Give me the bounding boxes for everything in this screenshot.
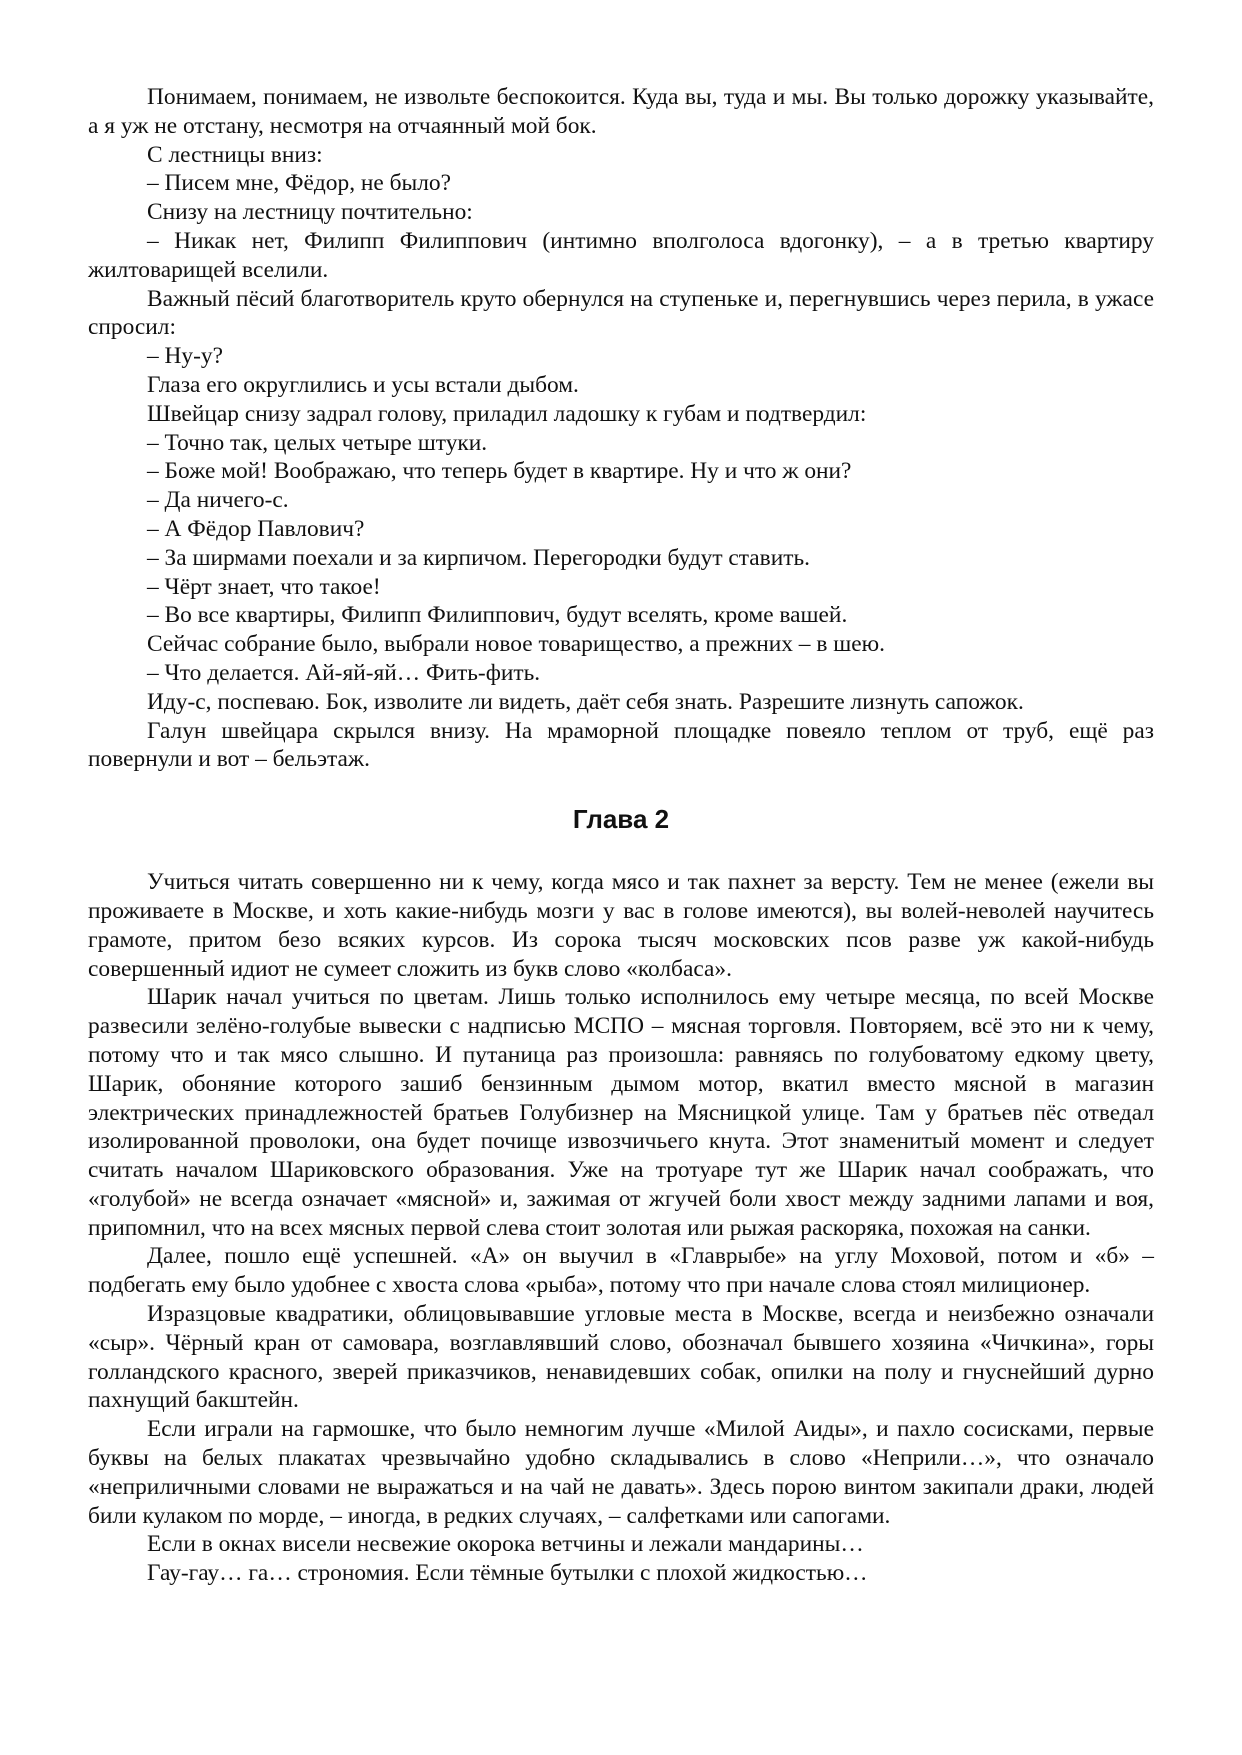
paragraph: – Чёрт знает, что такое! xyxy=(147,573,381,600)
paragraph: Гау-гау… га… строномия. Если тёмные бутылки с плохой жидкостью… xyxy=(147,1560,868,1587)
paragraph: Далее, пошло ещё успешней. «А» он выучил в «Главрыбе» на углу Моховой, потом и «б» – подбегать ему было удобнее с хвоста слова «рыба», потому что при начале слова стоял милиционер. xyxy=(88,1243,1154,1299)
text-section-after-chapter xyxy=(88,868,1154,1588)
paragraph: – Ну-у? xyxy=(147,343,223,370)
paragraph: – А Фёдор Павлович? xyxy=(147,515,365,542)
paragraph: Если играли на гармошке, что было немногим лучше «Милой Аиды», и пахло сосисками, первые буквы на белых плакатах чрезвычайно удобно складывались в слово «Неприли…», что означало «неприличными словами не выражаться и на чай не давать». Здесь порою винтом закипали драки, людей били кулаком по морде, – иногда, в редких случаях, – салфетками или сапогами. xyxy=(88,1416,1154,1529)
paragraph: – Да ничего-с. xyxy=(147,487,289,514)
paragraph: С лестницы вниз: xyxy=(147,141,323,168)
text-section-before-chapter xyxy=(88,83,1154,774)
paragraph: – Писем мне, Фёдор, не было? xyxy=(147,170,452,197)
paragraph: Швейцар снизу задрал голову, приладил ладошку к губам и подтвердил: xyxy=(147,400,867,427)
paragraph: – Во все квартиры, Филипп Филиппович, будут вселять, кроме вашей. xyxy=(147,602,848,629)
paragraph: Понимаем, понимаем, не извольте беспокоится. Куда вы, туда и мы. Вы только дорожку указывайте, а я уж не отстану, несмотря на отчаянный мой бок. xyxy=(88,84,1154,139)
paragraph: Галун швейцара скрылся внизу. На мраморной площадке повеяло теплом от труб, ещё раз повернули и вот – бельэтаж. xyxy=(88,717,1154,773)
paragraph: – Точно так, целых четыре штуки. xyxy=(147,429,488,456)
paragraph: – Боже мой! Воображаю, что теперь будет в квартире. Ну и что ж они? xyxy=(147,458,852,485)
paragraph: – За ширмами поехали и за кирпичом. Перегородки будут ставить. xyxy=(147,544,810,571)
chapter-heading: Глава 2 xyxy=(572,804,670,835)
paragraph: Снизу на лестницу почтительно: xyxy=(147,199,473,226)
paragraph: Шарик начал учиться по цветам. Лишь только исполнилось ему четыре месяца, по всей Москве развесили зелёно-голубые вывески с надписью МСПО – мясная торговля. Повторяем, всё это ни к чему, потому что и так мясо слышно. И путаница раз произошла: равняясь по голубоватому едкому цвету, Шарик, обоняние которого зашиб бензинным дымом мотор, вкатил вместо мясной в магазин электрических принадлежностей братьев Голубизнер на Мясницкой улице. Там у братьев пёс отведал изолированной проволоки, она будет почище извозчичьего кнута. Этот знаменитый момент и следует считать началом Шариковского образования. Уже на тротуаре тут же Шарик начал соображать, что «голубой» не всегда означает «мясной» и, зажимая от жгучей боли хвост между задними лапами и воя, припомнил, что на всех мясных первой слева стоит золотая или рыжая раскоряка, похожая на санки. xyxy=(88,984,1154,1241)
paragraph: Изразцовые квадратики, облицовывавшие угловые места в Москве, всегда и неизбежно означали «сыр». Чёрный кран от самовара, возглавлявший слово, обозначал бывшего хозяина «Чичкина», горы голландского красного, зверей приказчиков, ненавидевших собак, опилки на полу и гнуснейший дурно пахнущий бакштейн. xyxy=(88,1301,1154,1414)
paragraph: – Что делается. Ай-яй-яй… Фить-фить. xyxy=(147,659,541,686)
paragraph: Глаза его округлились и усы встали дыбом. xyxy=(147,371,579,398)
paragraph: Иду-с, поспеваю. Бок, изволите ли видеть, даёт себя знать. Разрешите лизнуть сапожок. xyxy=(147,688,1024,715)
paragraph: Сейчас собрание было, выбрали новое товарищество, а прежних – в шею. xyxy=(147,631,885,658)
paragraph: – Никак нет, Филипп Филиппович (интимно вполголоса вдогонку), – а в третью квартиру жилтоварищей вселили. xyxy=(88,227,1154,283)
paragraph: Учиться читать совершенно ни к чему, когда мясо и так пахнет за версту. Тем не менее (ежели вы проживаете в Москве, и хоть какие-нибудь мозги у вас в голове имеются), вы волей-неволей научитесь грамоте, притом безо всяких курсов. Из сорока тысяч московских псов разве уж какой-нибудь совершенный идиот не сумеет сложить из букв слово «колбаса». xyxy=(88,869,1154,982)
paragraph: Важный пёсий благотворитель круто обернулся на ступеньке и, перегнувшись через перила, в ужасе спросил: xyxy=(88,285,1154,341)
paragraph: Если в окнах висели несвежие окорока ветчины и лежали мандарины… xyxy=(147,1531,864,1558)
page-body xyxy=(88,83,1154,1588)
